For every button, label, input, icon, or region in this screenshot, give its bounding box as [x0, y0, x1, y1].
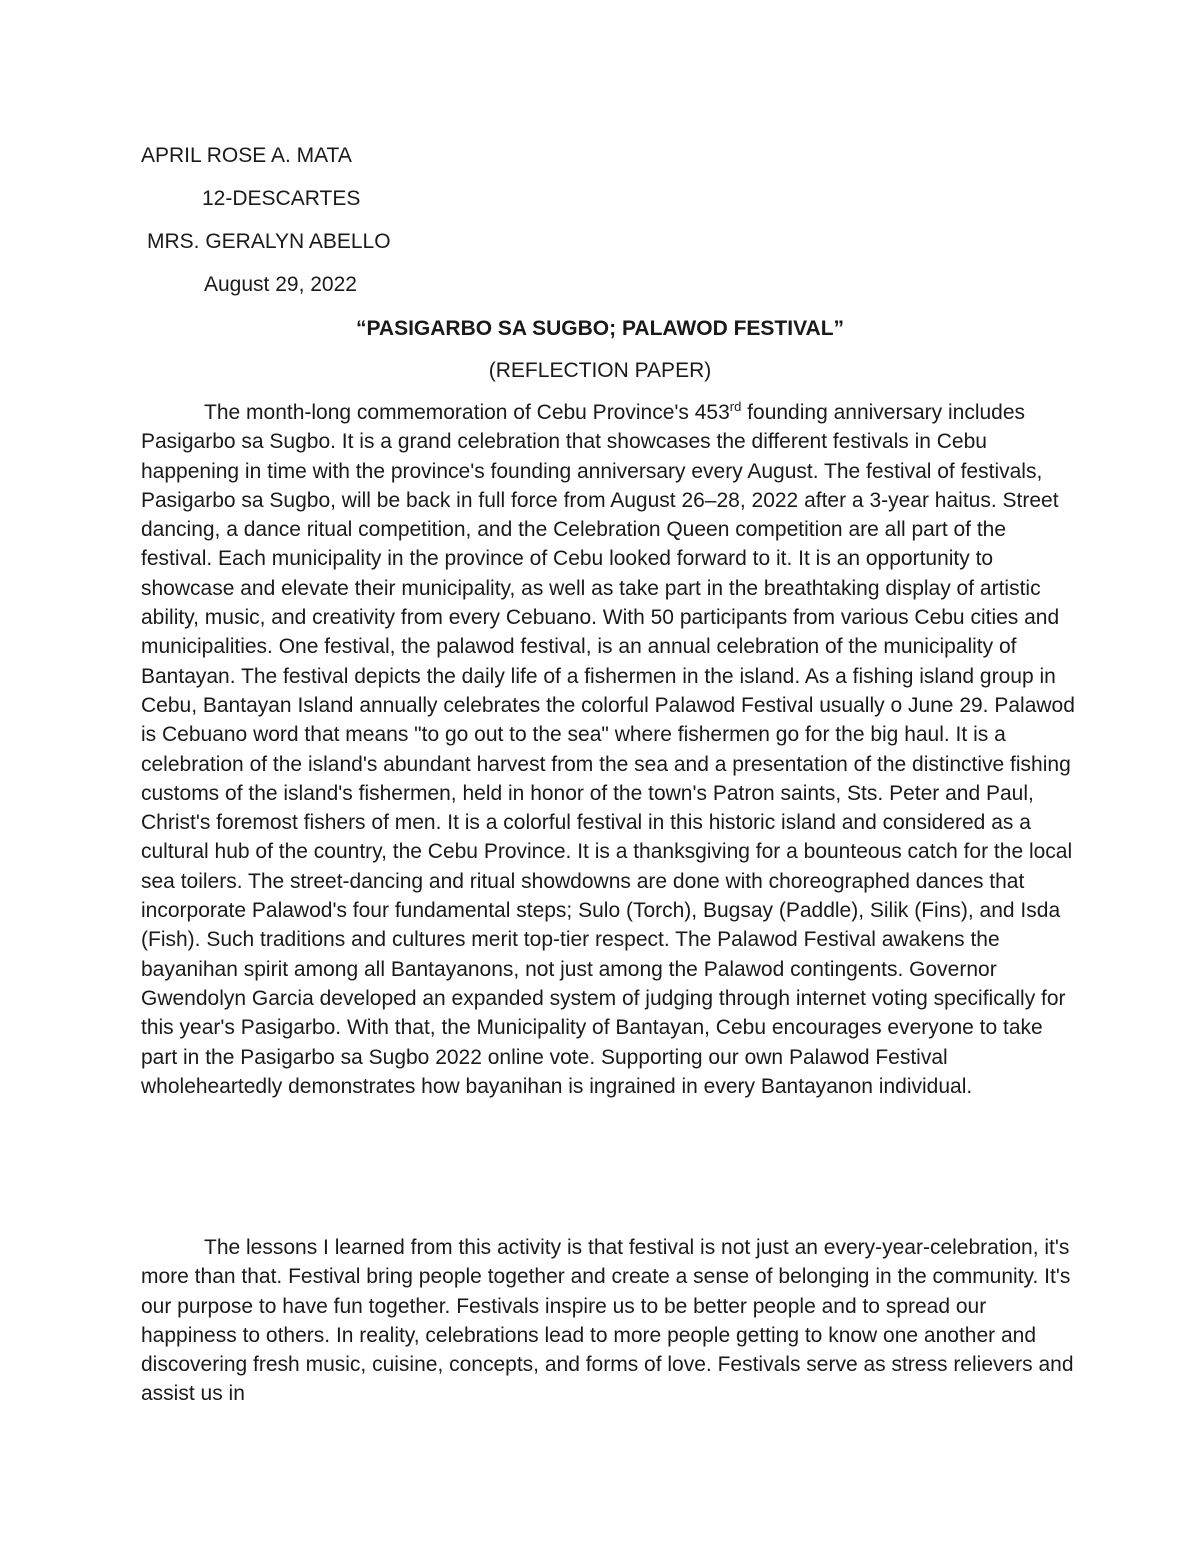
student-name: APRIL ROSE A. MATA [141, 144, 352, 167]
paragraph-2-text: The lessons I learned from this activity is that festival is not just an every-year-celebration, it's more than that. Festival bring people together and create a sense of belonging in the community. It's our purpose to have fun together. Festivals inspire us to be better people and to spread our happiness to others. In reality, celebrations lead to more people getting to know one another and discovering fresh music, cuisine, concepts, and forms of love. Festivals serve as stress relievers and assist us in [141, 1236, 1074, 1406]
paragraph-1-text [141, 398, 1081, 1101]
paragraph-1-lead: The month-long commemoration of Cebu Province's 453 [204, 401, 730, 424]
paragraph-1-rest: founding anniversary includes Pasigarbo sa Sugbo. It is a grand celebration that showcases the different festivals in Cebu happening in time with the province's founding anniversary every August. The festival of festivals, Pasigarbo sa Sugbo, will be back in full force from August 26–28, 2022 after a 3-year haitus. Street dancing, a dance ritual competition, and the Celebration Queen competition are all part of the festival. Each municipality in the province of Cebu looked forward to it. It is an opportunity to showcase and elevate their municipality, as well as take part in the breathtaking display of artistic ability, music, and creativity from every Cebuano. With 50 participants from various Cebu cities and municipalities. One festival, the palawod festival, is an annual celebration of the municipality of Bantayan. The festival depicts the daily life of a fishermen in the island. As a fishing island group in Cebu, Bantayan Island annually celebrates the colorful Palawod Festival usually o June 29. Palawod is Cebuano word that means "to go out to the sea" where fishermen go for the big haul. It is a celebration of the island's abundant harvest from the sea and a presentation of the distinctive fishing customs of the island's fishermen, held in honor of the town's Patron saints, Sts. Peter and Paul, Christ's foremost fishers of men. It is a colorful festival in this historic island and considered as a cultural hub of the country, the Cebu Province. It is a thanksgiving for a bounteous catch for the local sea toilers. The street-dancing and ritual showdowns are done with choreographed dances that incorporate Palawod's four fundamental steps; Sulo (Torch), Bugsay (Paddle), Silik (Fins), and Isda (Fish). Such traditions and cultures merit top-tier respect. The Palawod Festival awakens the bayanihan spirit among all Bantayanons, not just among the Palawod contingents. Governor Gwendolyn Garcia developed an expanded system of judging through internet voting specifically for this year's Pasigarbo. With that, the Municipality of Bantayan, Cebu encourages everyone to take part in the Pasigarbo sa Sugbo 2022 online vote. Supporting our own Palawod Festival wholeheartedly demonstrates how bayanihan is ingrained in every Bantayanon individual. [141, 401, 1075, 1098]
paragraph-1 [141, 398, 1081, 1101]
student-section: 12-DESCARTES [202, 187, 361, 210]
teacher-name: MRS. GERALYN ABELLO [147, 230, 391, 253]
document-date: August 29, 2022 [204, 273, 357, 296]
document-subtitle: (REFLECTION PAPER) [488, 359, 712, 382]
document-title: “PASIGARBO SA SUGBO; PALAWOD FESTIVAL” [355, 317, 845, 340]
ordinal-suffix: rd [729, 399, 742, 414]
paragraph-2 [141, 1233, 1081, 1409]
